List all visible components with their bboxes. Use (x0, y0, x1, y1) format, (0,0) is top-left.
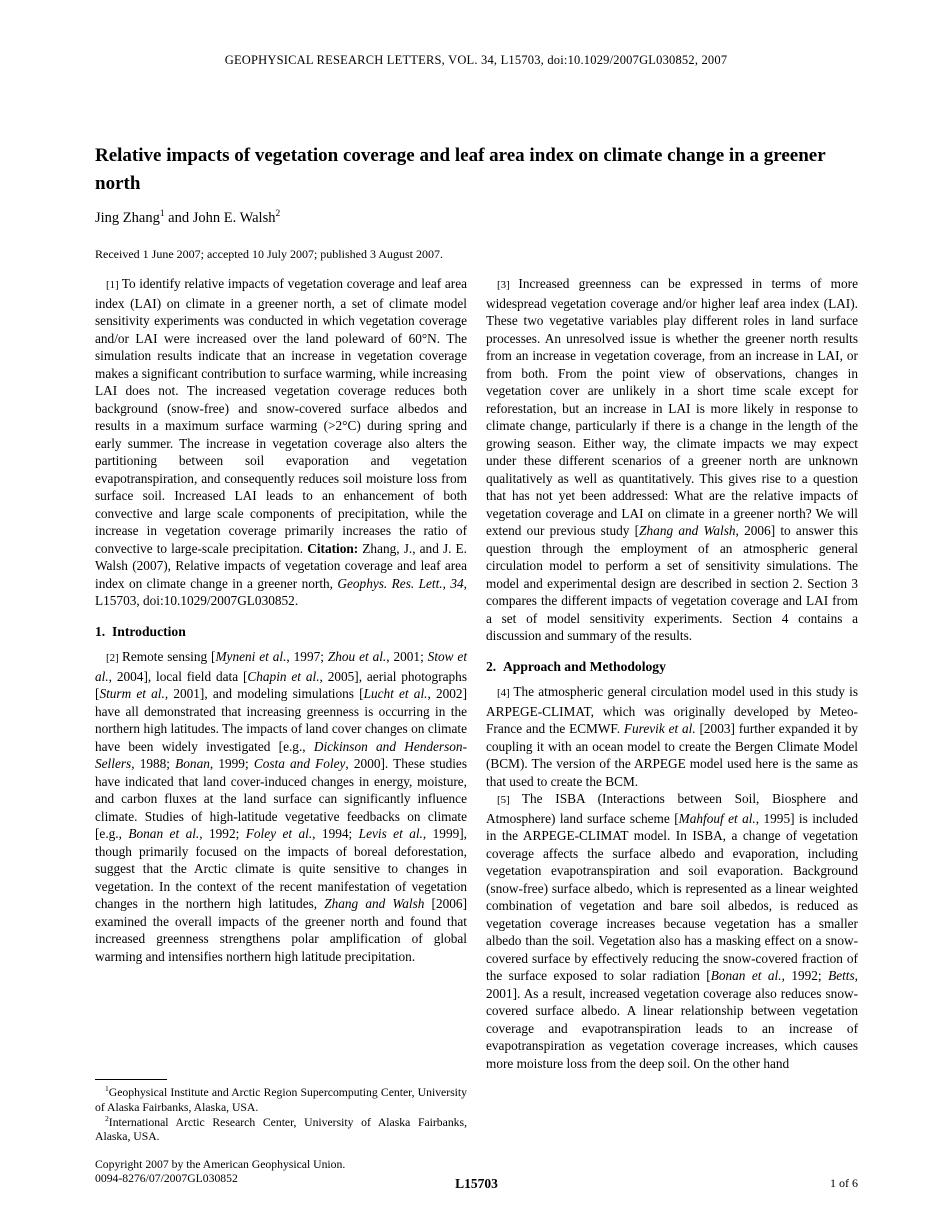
page-footer (95, 1176, 858, 1196)
footnote-block (95, 1079, 467, 1187)
footnote-rule (95, 1079, 167, 1080)
abstract-paragraph: [1] To identify relative impacts of vegetation coverage and leaf area index (LAI) on climate in a greener north, a set of climate model sensitivity experiments was conducted in which vegetation coverage and/or LAI were increased over the land poleward of 60°N. The simulation results indicate that an increase in vegetation coverage makes a significant contribution to surface warming, while increasing LAI does not. The increased vegetation coverage reduces both background (snow-free) and snow-covered surface albedos and results in a maximum surface warming (>2°C) during spring and early summer. The increase in vegetation coverage also alters the partitioning between soil evaporation and vegetation evapotranspiration, and consequently reduces soil moisture loss from surface soil. Increased LAI leads to an enhancement of both convective and large scale components of precipitation, while the increase in vegetation coverage primarily increases the ratio of convective to large-scale precipitation. Citation: Zhang, J., and J. E. Walsh (2007), Relative impacts of vegetation coverage and leaf area index on climate change in a greener north, Geophys. Res. Lett., 34, L15703, doi:10.1029/2007GL030852. (95, 276, 467, 608)
right-column (486, 275, 858, 1187)
paper-content (95, 142, 858, 1187)
two-column-body (95, 275, 858, 1187)
received-line: Received 1 June 2007; accepted 10 July 2007; published 3 August 2007. (95, 247, 443, 261)
footer-citation-id: L15703 (455, 1176, 498, 1191)
footnote-2: $^2$International Arctic Research Center, University of Alaska Fairbanks, Alaska, USA. (95, 1113, 467, 1144)
copyright-line-2: 0094-8276/07/2007GL030852 (95, 1172, 238, 1186)
copyright-line-1: Copyright 2007 by the American Geophysical Union. (95, 1157, 346, 1171)
journal-header: GEOPHYSICAL RESEARCH LETTERS, VOL. 34, L15703, doi:10.1029/2007GL030852, 2007 (224, 53, 728, 67)
paragraph-4: [4] The atmospheric general circulation model used in this study is ARPEGE-CLIMAT, which was originally developed by Meteo-France and the ECMWF. Furevik et al. [2003] further expanded it by coupling it with an ocean model to create the Bergen Climate Model (BCM). The version of the ARPEGE model used here is the same as that used to create the BCM. (486, 684, 859, 789)
section-2-heading: 2. Approach and Methodology (486, 658, 666, 674)
paragraph-2: [2] Remote sensing [Myneni et al., 1997; Zhou et al., 2001; Stow et al., 2004], local field data [Chapin et al., 2005], aerial photographs [Sturm et al., 2001], and modeling simulations [Lucht et al., 2002] have all demonstrated that increasing greenness is occurring in the northern high latitudes. The impacts of land cover changes on climate have been widely investigated [e.g., Dickinson and Henderson-Sellers, 1988; Bonan, 1999; Costa and Foley, 2000]. These studies have indicated that land cover-induced changes in energy, moisture, and carbon fluxes at the land surface can significantly influence climate. Studies of high-latitude vegetative feedbacks on climate [e.g., Bonan et al., 1992; Foley et al., 1994; Levis et al., 1999], though primarily focused on the impacts of boreal deforestation, suggest that the Arctic climate is quite sensitive to changes in vegetation. In the context of the recent manifestation of vegetation changes in the northern high latitudes, Zhang and Walsh [2006] examined the overall impacts of the greener north and found that increased greenness strengthens polar amplification of global warming and intensifies northern high latitude precipitation. (95, 649, 468, 964)
paper-title: Relative impacts of vegetation coverage and leaf area index on climate change in a greener north (95, 145, 826, 194)
footnote-1: $^1$Geophysical Institute and Arctic Region Supercomputing Center, University of Alaska Fairbanks, Alaska, USA. (95, 1084, 467, 1115)
left-column (95, 275, 467, 1187)
footer-page-number: 1 of 6 (830, 1176, 858, 1190)
section-1-heading: 1. Introduction (95, 623, 186, 639)
paragraph-5: [5] The ISBA (Interactions between Soil, Biosphere and Atmosphere) land surface scheme [Mahfouf et al., 1995] is included in the ARPEGE-CLIMAT model. In ISBA, a change of vegetation coverage affects the surface albedo and evaporation, including vegetation evapotranspiration and soil evaporation. Background (snow-free) surface albedo, which is represented as a linear weighted combination of vegetation and bare soil albedos, is reduced as vegetation coverage increases because vegetation has a smaller albedo than the soil. Vegetation also has a masking effect on a snow-covered surface by effectively reducing the snow-covered fraction of the surface exposed to solar radiation [Bonan et al., 1992; Betts, 2001]. As a result, increased vegetation coverage also reduces snow-covered surface albedo. A linear relationship between vegetation coverage and evapotranspiration leads to an increase of evapotranspiration as vegetation coverage increases, which causes more moisture loss from the deep soil. On the other hand (486, 791, 858, 1071)
authors-line: Jing Zhang$^1$ and John E. Walsh$^2$ (95, 209, 281, 226)
paragraph-3: [3] Increased greenness can be expressed in terms of more widespread vegetation coverage and/or higher leaf area index (LAI). These two vegetative variables play different roles in land surface processes. An unresolved issue is whether the greener north results from an increase in vegetation coverage, from an increase in LAI, or from both. From the point view of observations, changes in vegetation cover are unlikely in a short time scale except for reforestation, but an increase in LAI is more likely in response to climate change, particularly if there is a change in the length of the growing season. Either way, the climate impacts we may expect under these different scenarios of a greener north are unknown qualitatively as well as quantitatively. This gives rise to a question that has not yet been addressed: What are the relative impacts of vegetation coverage and LAI on climate in a greener north? We will extend our previous study [Zhang and Walsh, 2006] to answer this question through the employment of an atmospheric general circulation model to perform a set of sensitivity simulations. The model and experimental design are described in section 2. Section 3 compares the different impacts of vegetation coverage and LAI from a set of model sensitivity experiments. Section 4 contains a discussion and summary of the results. (486, 276, 859, 643)
